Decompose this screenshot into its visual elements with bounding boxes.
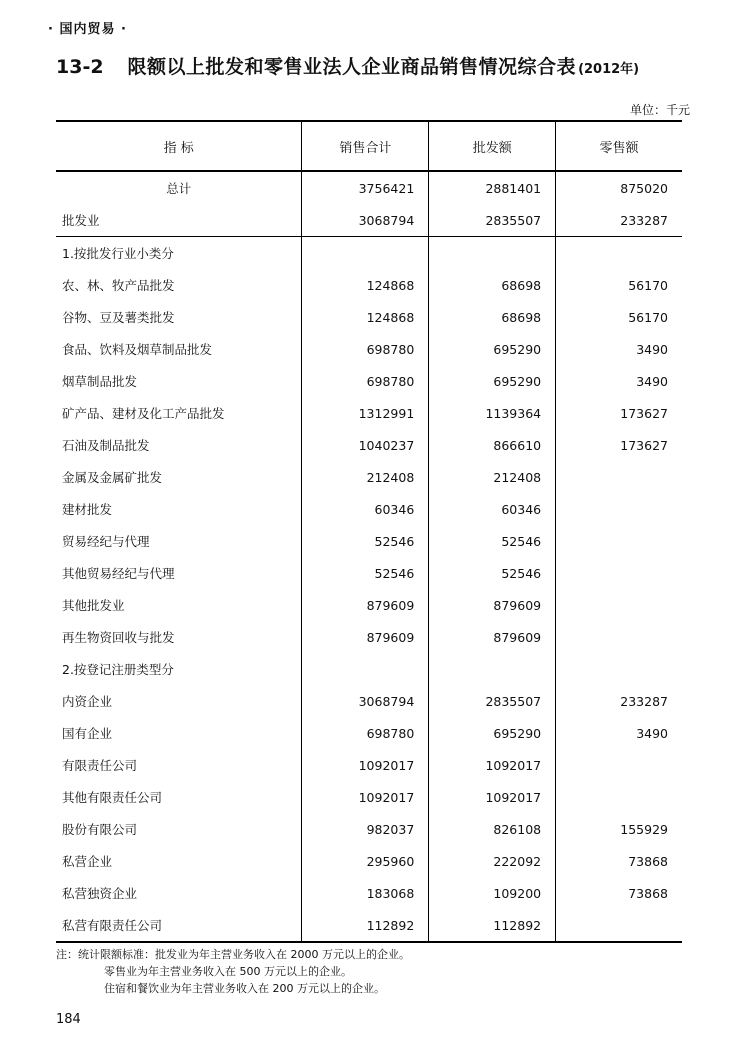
- row-value: 1092017: [429, 749, 556, 781]
- table-row: [56, 301, 682, 333]
- column-header-retail: 零售额: [599, 140, 639, 156]
- row-value: 212408: [302, 461, 429, 493]
- row-label: 国有企业: [56, 717, 302, 749]
- row-value: 233287: [556, 204, 682, 237]
- row-value: 60346: [302, 493, 429, 525]
- row-value: 124868: [302, 269, 429, 301]
- note-line-2: 零售业为年主营业务收入在 500 万元以上的企业。: [104, 965, 352, 979]
- statistics-table: [56, 120, 682, 943]
- row-value: 698780: [302, 365, 429, 397]
- row-label: 食品、饮料及烟草制品批发: [56, 333, 302, 365]
- table-row: [56, 621, 682, 653]
- row-label: 金属及金属矿批发: [56, 461, 302, 493]
- row-label: 石油及制品批发: [56, 429, 302, 461]
- row-value: 68698: [429, 269, 556, 301]
- row-value: [556, 653, 682, 685]
- table-row: [56, 717, 682, 749]
- row-value: [429, 653, 556, 685]
- table-row: [56, 365, 682, 397]
- table-row: [56, 525, 682, 557]
- column-header-wholesale: 批发额: [429, 121, 556, 171]
- table-row: [56, 909, 682, 942]
- table-row: [56, 685, 682, 717]
- row-value: 695290: [429, 365, 556, 397]
- row-label: 2.按登记注册类型分: [56, 653, 302, 685]
- row-value: [302, 237, 429, 270]
- page-title: [56, 52, 698, 79]
- row-value: 52546: [302, 557, 429, 589]
- row-value: 1312991: [302, 397, 429, 429]
- row-value: 212408: [429, 461, 556, 493]
- table-row: [56, 171, 682, 204]
- row-value: 1092017: [302, 781, 429, 813]
- row-label: 矿产品、建材及化工产品批发: [56, 397, 302, 429]
- table-row: [56, 429, 682, 461]
- row-value: 52546: [302, 525, 429, 557]
- table-row: [56, 493, 682, 525]
- row-value: [556, 621, 682, 653]
- row-label: 贸易经纪与代理: [56, 525, 302, 557]
- page-number: 184: [56, 1012, 81, 1027]
- row-value: 3756421: [302, 171, 429, 204]
- row-value: 56170: [628, 277, 668, 293]
- note-line-3: 住宿和餐饮业为年主营业务收入在 200 万元以上的企业。: [104, 982, 385, 996]
- row-value: 698780: [302, 333, 429, 365]
- row-value: 3490: [636, 725, 668, 741]
- table-row: [56, 749, 682, 781]
- table-row: [56, 877, 682, 909]
- row-value: [556, 493, 682, 525]
- row-value: 879609: [302, 621, 429, 653]
- row-value: 68698: [429, 301, 556, 333]
- row-value: 1139364: [429, 397, 556, 429]
- row-value: 982037: [302, 813, 429, 845]
- row-value: 155929: [620, 821, 668, 837]
- row-value: [556, 589, 682, 621]
- row-value: [556, 781, 682, 813]
- row-value: 1092017: [302, 749, 429, 781]
- row-label: 私营企业: [56, 845, 302, 877]
- row-value: 60346: [429, 493, 556, 525]
- row-value: 3068794: [302, 685, 429, 717]
- row-label: 农、林、牧产品批发: [56, 269, 302, 301]
- row-label: 总计: [56, 171, 302, 204]
- row-label: 其他贸易经纪与代理: [56, 557, 302, 589]
- table-title: 限额以上批发和零售业法人企业商品销售情况综合表: [127, 56, 577, 78]
- row-label: 内资企业: [56, 685, 302, 717]
- row-label: 股份有限公司: [56, 813, 302, 845]
- row-value: 73868: [628, 853, 668, 869]
- table-row: [56, 397, 682, 429]
- row-label: 有限责任公司: [56, 749, 302, 781]
- table-body: [56, 171, 682, 942]
- row-value: [302, 653, 429, 685]
- table-title-year: (2012年): [578, 62, 640, 77]
- row-value: 295960: [302, 845, 429, 877]
- row-value: 52546: [429, 557, 556, 589]
- table-row: [56, 845, 682, 877]
- row-value: 3490: [636, 373, 668, 389]
- table-row: [56, 237, 682, 270]
- row-value: 56170: [628, 309, 668, 325]
- table-header: [56, 121, 682, 171]
- row-value: 875020: [620, 180, 668, 196]
- row-label: 其他有限责任公司: [56, 781, 302, 813]
- row-value: 3490: [636, 341, 668, 357]
- table-row: [56, 204, 682, 237]
- table-row: [56, 333, 682, 365]
- row-value: 173627: [620, 437, 668, 453]
- row-label: 批发业: [56, 204, 302, 237]
- table-row: [56, 813, 682, 845]
- table-row: [56, 589, 682, 621]
- table-notes: [56, 946, 682, 997]
- row-value: 2881401: [429, 171, 556, 204]
- row-value: 866610: [429, 429, 556, 461]
- row-value: 879609: [302, 589, 429, 621]
- table-header-row: [56, 121, 682, 171]
- row-value: 1040237: [302, 429, 429, 461]
- column-header-total-sales: 销售合计: [302, 121, 429, 171]
- row-value: 52546: [429, 525, 556, 557]
- row-value: [556, 749, 682, 781]
- note-line-1: 注：统计限额标准：批发业为年主营业务收入在 2000 万元以上的企业。: [56, 948, 410, 961]
- row-value: 879609: [429, 621, 556, 653]
- row-label: 再生物资回收与批发: [56, 621, 302, 653]
- column-header-indicator: 指 标: [56, 121, 302, 171]
- row-value: 73868: [628, 885, 668, 901]
- section-header: · 国内贸易 ·: [48, 22, 127, 37]
- row-value: 698780: [302, 717, 429, 749]
- row-value: 124868: [302, 301, 429, 333]
- row-value: 1092017: [429, 781, 556, 813]
- table-row: [56, 653, 682, 685]
- row-label: 私营独资企业: [56, 877, 302, 909]
- row-value: 109200: [429, 877, 556, 909]
- row-label: 其他批发业: [56, 589, 302, 621]
- row-value: [556, 461, 682, 493]
- row-value: 2835507: [429, 685, 556, 717]
- row-value: 695290: [429, 717, 556, 749]
- row-label: 烟草制品批发: [56, 365, 302, 397]
- row-value: 3068794: [302, 204, 429, 237]
- table-number: 13-2: [56, 56, 104, 78]
- row-value: 826108: [429, 813, 556, 845]
- row-value: 112892: [302, 909, 429, 942]
- table-row: [56, 461, 682, 493]
- row-value: 233287: [620, 693, 668, 709]
- row-label: 1.按批发行业小类分: [56, 237, 302, 270]
- row-value: 173627: [620, 405, 668, 421]
- row-value: [556, 909, 682, 942]
- row-value: [556, 237, 682, 270]
- row-value: 183068: [302, 877, 429, 909]
- row-value: 222092: [429, 845, 556, 877]
- row-value: 112892: [429, 909, 556, 942]
- row-value: 2835507: [429, 204, 556, 237]
- row-label: 私营有限责任公司: [56, 909, 302, 942]
- row-value: [556, 525, 682, 557]
- row-value: [556, 557, 682, 589]
- table-row: [56, 781, 682, 813]
- row-value: 695290: [429, 333, 556, 365]
- row-value: 879609: [429, 589, 556, 621]
- row-label: 谷物、豆及薯类批发: [56, 301, 302, 333]
- row-value: [429, 237, 556, 270]
- unit-note: 单位：千元: [629, 103, 690, 117]
- row-label: 建材批发: [56, 493, 302, 525]
- table-row: [56, 557, 682, 589]
- table-row: [56, 269, 682, 301]
